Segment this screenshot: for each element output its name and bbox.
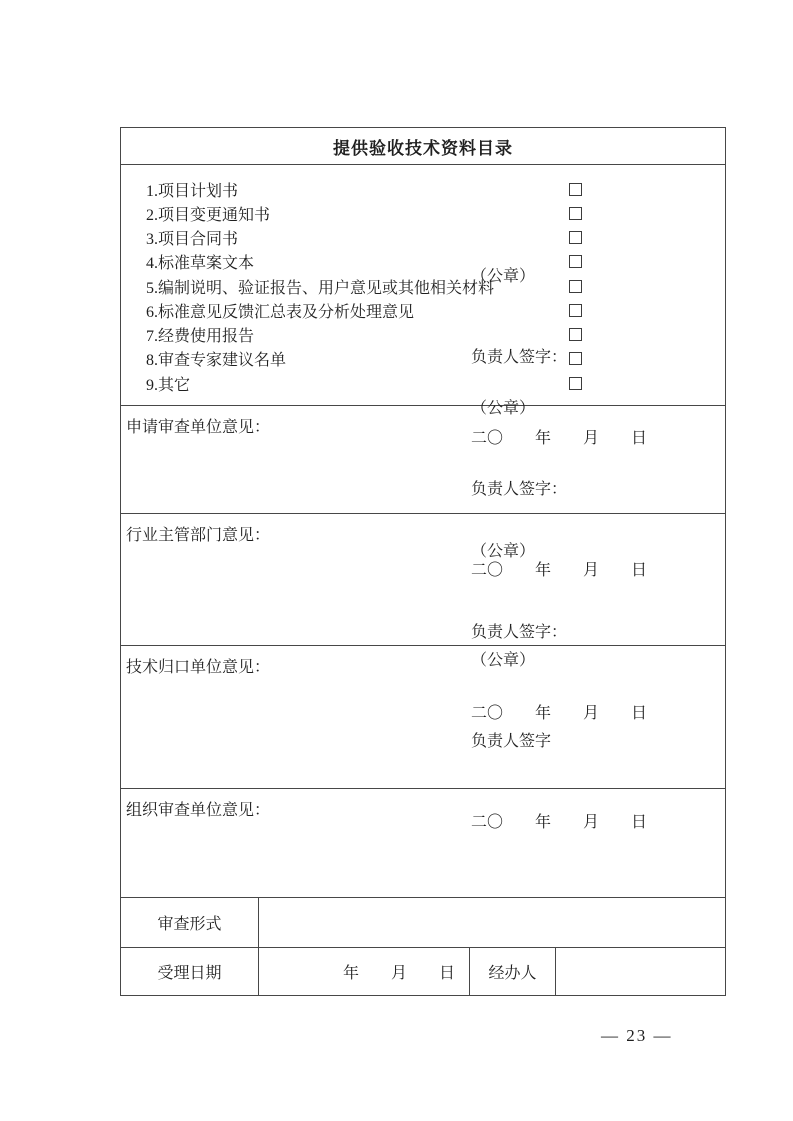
- seal-placeholder: （公章）: [471, 543, 536, 560]
- seal-placeholder: （公章）: [471, 268, 536, 285]
- checklist-item-label: 4.标准草案文本: [146, 255, 255, 273]
- acceptance-date-value: 年 月 日: [259, 948, 470, 995]
- review-form-value: [259, 898, 725, 947]
- checklist-item-label: 9.其它: [146, 376, 191, 394]
- form-title-row: [121, 128, 725, 165]
- handler-label: 经办人: [470, 948, 556, 995]
- opinion-label: 行业主管部门意见：: [126, 527, 271, 544]
- checklist-item-label: 6.标准意见反馈汇总表及分析处理意见: [146, 303, 415, 321]
- review-form-label: 审查形式: [121, 898, 259, 947]
- checklist-item-label: 8.审查专家建议名单: [146, 352, 287, 370]
- seal-placeholder: （公章）: [471, 400, 536, 417]
- checklist-item-label: 2.项目变更通知书: [146, 206, 271, 224]
- checklist-item-label: 3.项目合同书: [146, 231, 239, 248]
- opinion-label: 组织审查单位意见：: [126, 802, 271, 819]
- opinion-label: 申请审查单位意见：: [126, 419, 271, 436]
- signature-label: 负责人签字: [471, 733, 552, 750]
- date-line: 二〇 年 月 日: [471, 562, 648, 579]
- date-line: 二〇 年 月 日: [471, 814, 648, 831]
- handler-value: [556, 948, 725, 995]
- checklist-item: [146, 177, 725, 201]
- seal-placeholder: （公章）: [471, 652, 536, 669]
- page-number: — 23 —: [601, 1026, 673, 1045]
- acceptance-materials-form-table: [120, 127, 726, 996]
- review-form-row: [121, 898, 725, 948]
- opinion-label: 技术归口单位意见：: [126, 659, 271, 676]
- signature-block: [471, 593, 647, 890]
- checkbox-icon[interactable]: [569, 183, 582, 196]
- form-title: 提供验收技术资料目录: [333, 138, 513, 158]
- signature-label: 负责人签字：: [471, 349, 568, 366]
- date-line: 二〇 年 月 日: [471, 430, 648, 447]
- checklist-item-label: 7.经费使用报告: [146, 328, 255, 345]
- signature-label: 负责人签字：: [471, 481, 568, 498]
- checklist-item-label: 1.项目计划书: [146, 182, 239, 200]
- date-line: 二〇 年 月 日: [471, 705, 648, 722]
- signature-label: 负责人签字：: [471, 624, 568, 641]
- checklist-item-label: 5.编制说明、验证报告、用户意见或其他相关材料: [146, 279, 495, 297]
- acceptance-date-row: [121, 948, 725, 995]
- acceptance-date-label: 受理日期: [121, 948, 259, 995]
